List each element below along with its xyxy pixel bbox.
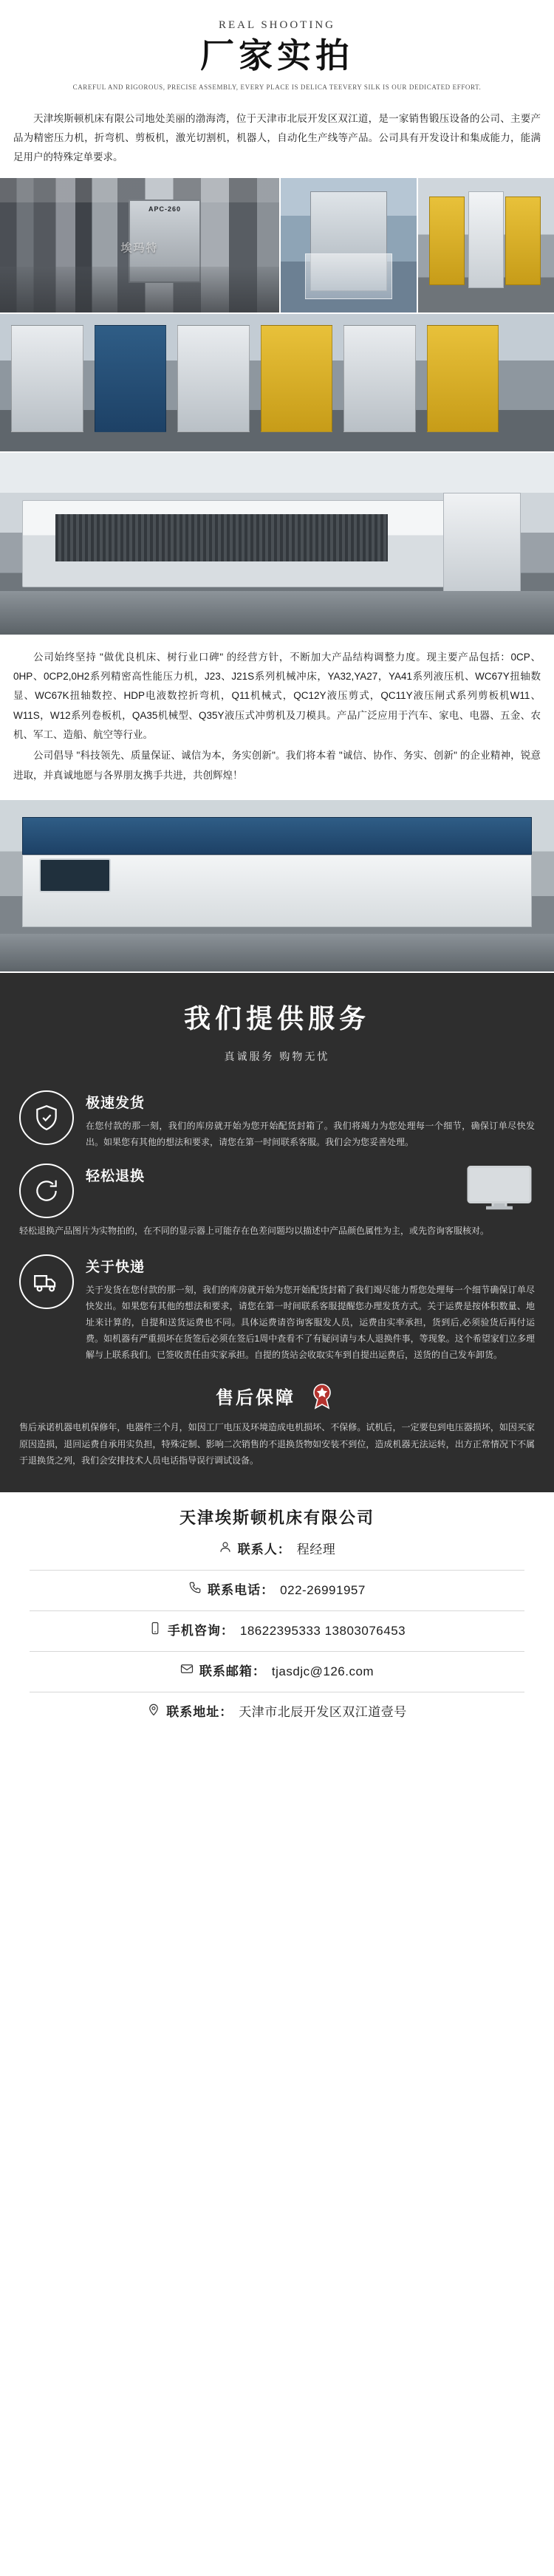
laser-cutting-bed [55, 514, 388, 561]
photo-row-4 [0, 800, 554, 971]
contact-value: 天津市北辰开发区双江道壹号 [239, 1705, 407, 1720]
after-sale-desc: 售后承诺机器电机保修年，电器件三个月，如因工厂电压及环境造成电机损坏、不保修。试机后，一定要包到电压器损坏，如因买家原因造损，退回运费自承用实负担，特殊定制、影响二次销售的不退换货物如安装不到位，造成机器无法运转，出方正常情况下不属于退换货之列，我们会安排技术人员电话指导误行调试设备。 [19, 1422, 535, 1466]
photo-row-2 [0, 314, 554, 451]
after-sale-header [0, 1379, 554, 1412]
company-description-p2: 公司倡导 "科技领先、质量保证、诚信为本，务实创新"。我们将本着 "诚信、协作、务实、创新" 的企业精神，锐意进取，并真诚地愿与各界朋友携手共进，共创辉煌！ [13, 750, 541, 781]
divider [30, 1570, 524, 1571]
machine-model-label: APC-260 [148, 205, 182, 213]
company-name: 天津埃斯顿机床有限公司 [179, 1509, 375, 1528]
packing-wrap [305, 253, 392, 299]
services-section [0, 973, 554, 1492]
photo-row-1 [0, 178, 554, 312]
contact-label: 联系邮箱： [199, 1664, 266, 1679]
after-sale-title: 售后保障 [216, 1387, 295, 1408]
company-description-p1: 公司始终坚持 "做优良机床、树行业口碑" 的经营方针，不断加大产品结构调整力度。现主要产品包括：0CP、0HP、0CP2,0H2系列精密高性能压力机，J23、J21S系列机械冲床，YA32,YA27，YA41系列液压机、WC67Y扭轴数显、WC67K扭轴数控、HDP电液数控折弯机，Q11机械式，QC12Y液压剪式，QC11Y液压闸式系列剪板机W11、W11S，W12系列卷板机，QA35机械型、Q35Y液压式冲剪机及刀模具。产品广泛应用于汽车、家电、电器、五金、农机、军工、造船、航空等行业。 [13, 651, 541, 741]
machine-hood [22, 817, 532, 855]
contact-row-person [0, 1537, 554, 1562]
medal-icon [306, 1379, 338, 1412]
contact-label: 联系人： [237, 1542, 291, 1557]
header-english-sub: CAREFUL AND RIGOROUS, PRECISE ASSEMBLY, EVERY PLACE IS DELICA TEEVERY SILK IS OUR DEDICATED EFFORT. [72, 83, 482, 91]
contact-row-phone[interactable] [0, 1578, 554, 1603]
press-unit-5 [343, 325, 416, 432]
press-unit-4 [261, 325, 333, 432]
photo-laser-cutting-machine [0, 453, 554, 635]
contact-row-email[interactable] [0, 1659, 554, 1684]
services-slogan: 真诚服务 购物无忧 [224, 1050, 330, 1062]
mail-icon [180, 1659, 194, 1684]
photo-packed-press [281, 178, 417, 312]
photo-edge-banding-machine [0, 800, 554, 971]
service-desc: 轻松退换产品图片为实物拍的，在不同的显示器上可能存在色差问题均以描述中产品颜色属性为主，或先咨询客服核对。 [19, 1226, 490, 1237]
services-title: 我们提供服务 [183, 1002, 370, 1034]
contact-label: 联系地址： [166, 1705, 233, 1720]
press-unit-3 [177, 325, 250, 432]
page-header [0, 0, 554, 106]
service-item-easy-return [0, 1153, 554, 1221]
contact-value[interactable]: 18622395333 13803076453 [239, 1624, 406, 1639]
header-english-top: REAL SHOOTING [218, 19, 336, 31]
contact-value: 程经理 [296, 1542, 336, 1557]
service-item-express [0, 1244, 554, 1367]
yellow-press-right [505, 197, 541, 285]
mobile-icon [148, 1619, 162, 1644]
service-desc: 关于发货在您付款的那一刻，我们的库房就开始为您开始配货封箱了我们竭尽能力帮您处理每一个细节确保订单尽快发出。如果您有其他的想法和要求，请您在第一时间联系客服提醒您办理发货方式。关于运费是按体积数量、地址来计算的，自提和送货运费也不同。具体运费请咨询客服发人员，运费由实率承担，货到后,必须验货后再付运费。如机器有严重损坏在货签后必须在签后1周中查看不了有疑问请与本人退换件事，等现象。这个希望家们立多理解与上联系我们。已签收责任由实家承担。自提的货站会收取实车到自提出运费后，送货的自己发车卸货。 [86, 1284, 535, 1361]
photo-factory-interior [0, 178, 279, 312]
contact-label: 手机咨询： [167, 1624, 234, 1639]
yellow-press-left [429, 197, 465, 285]
service-title: 关于快递 [86, 1259, 146, 1275]
press-unit-6 [427, 325, 499, 432]
machine-control-panel [39, 858, 112, 892]
service-title: 轻松退换 [86, 1169, 146, 1185]
contact-row-mobile[interactable] [0, 1619, 554, 1644]
workshop-floor-2 [0, 934, 554, 971]
photo-press-lineup [0, 314, 554, 451]
service-title: 极速发货 [86, 1095, 146, 1111]
refresh-icon [19, 1164, 74, 1218]
intro-paragraph: 天津埃斯顿机床有限公司地处美丽的渤海湾，位于天津市北辰开发区双江道，是一家销售锻压设备的公司、主要产品为精密压力机，折弯机、剪板机，激光切割机，机器人，自动化生产线等产品。公司具有开发设计和集成能力，能满足用户的特殊定单要求。 [13, 112, 541, 163]
company-description [0, 636, 554, 800]
press-unit-2 [95, 325, 167, 432]
white-press-center [468, 191, 504, 288]
intro-text [0, 106, 554, 178]
contact-section [0, 1492, 554, 1744]
laser-control-cabinet [443, 493, 521, 595]
user-icon [219, 1537, 232, 1562]
contact-label: 联系电话： [208, 1583, 275, 1598]
contact-value[interactable]: tjasdjc@126.com [271, 1664, 375, 1679]
shield-icon [19, 1090, 74, 1145]
phone-icon [188, 1578, 202, 1603]
press-unit-1 [11, 325, 83, 432]
contact-value[interactable]: 022-26991957 [280, 1583, 366, 1598]
divider [30, 1610, 524, 1611]
service-item-fast-shipping [0, 1080, 554, 1153]
divider [30, 1651, 524, 1652]
page-title: 厂家实拍 [200, 36, 354, 75]
contact-row-address [0, 1700, 554, 1725]
photo-yellow-presses [418, 178, 554, 312]
pin-icon [147, 1700, 160, 1725]
photo-watermark: 埃玛特 [120, 242, 159, 255]
workshop-floor [0, 591, 554, 635]
monitor-icon [464, 1164, 535, 1209]
service-desc: 在您付款的那一刻，我们的库房就开始为您开始配货封箱了。我们将竭力为您处理每一个细节，确保订单尽快发出。如果您有其他的想法和要求，请您在第一时间联系客服。我们会为您妥善处理。 [86, 1120, 535, 1148]
photo-row-3 [0, 453, 554, 635]
truck-icon [19, 1254, 74, 1309]
